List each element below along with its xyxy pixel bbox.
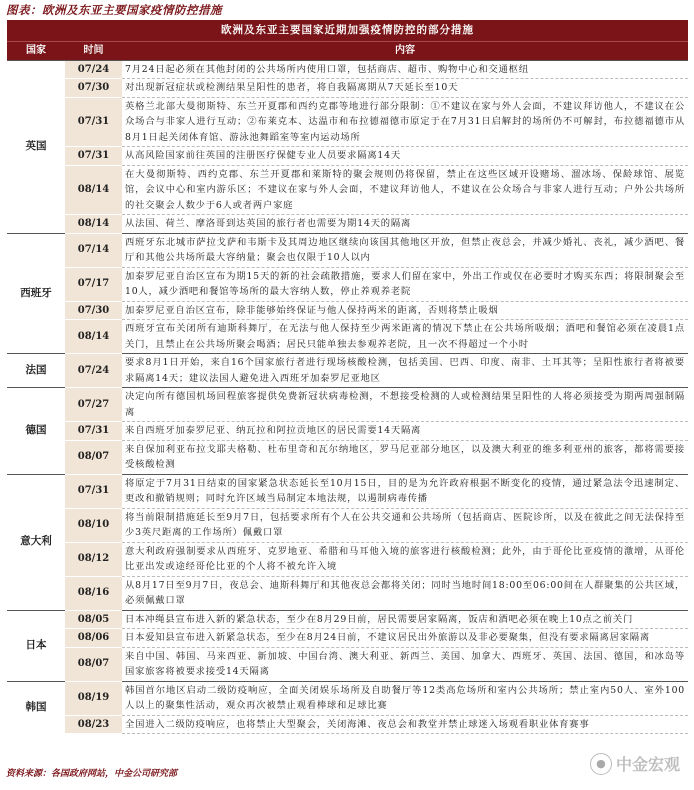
country-cell: 意大利 xyxy=(7,474,65,610)
wechat-icon: ● xyxy=(590,753,612,775)
table-row xyxy=(7,474,688,508)
watermark-text: 中金宏观 xyxy=(615,755,680,774)
content-cell: 要求8月1日开始，来自16个国家旅行者进行现场核酸检测，包括美国、巴西、印度、南非、土耳其等；呈阳性旅行者将被要求隔离14天；建议法国人避免进入西班牙加泰罗尼亚地区 xyxy=(122,354,688,388)
date-cell: 08/07 xyxy=(65,647,122,681)
table-row xyxy=(7,215,688,234)
content-cell: 意大利政府强制要求从西班牙、克罗地亚、希腊和马耳他入境的旅客进行核酸检测；此外，由于哥伦比亚疫情的激增，从哥伦比亚出发或途经哥伦比亚的个人将不被允许入境 xyxy=(122,542,688,576)
country-cell: 西班牙 xyxy=(7,233,65,354)
table-row xyxy=(7,79,688,98)
content-cell: 来自保加利亚布拉戈耶夫格勒、杜布里奇和瓦尔纳地区，罗马尼亚部分地区，以及澳大利亚的维多利亚州的旅客，都将需要接受核酸检测 xyxy=(122,440,688,474)
table-row xyxy=(7,320,688,354)
content-cell: 对出现新冠症状或检测结果呈阳性的患者，将自我隔离期从7天延长至10天 xyxy=(122,79,688,98)
table-row xyxy=(7,681,688,715)
table-row xyxy=(7,542,688,576)
date-cell: 08/12 xyxy=(65,542,122,576)
table-row xyxy=(7,147,688,166)
date-cell: 08/10 xyxy=(65,508,122,542)
date-cell: 08/14 xyxy=(65,215,122,234)
table-row xyxy=(7,715,688,734)
table-row xyxy=(7,422,688,441)
table-row xyxy=(7,610,688,629)
date-cell: 08/05 xyxy=(65,610,122,629)
content-cell: 全国进入二级防疫响应，也将禁止大型聚会，关闭海滩、夜总会和教堂并禁止球迷入场观看职业体育赛事 xyxy=(122,715,688,734)
table-wrap xyxy=(7,20,688,734)
date-cell: 07/27 xyxy=(65,388,122,422)
content-cell: 西班牙宣布关闭所有迪斯科舞厅，在无法与他人保持至少两米距离的情况下禁止在公共场所吸烟；酒吧和餐馆必须在凌晨1点关门，且禁止在公共场所聚会喝酒；居民只能单独去参观养老院，且一次不得超过一个小时 xyxy=(122,320,688,354)
table-row xyxy=(7,576,688,610)
content-cell: 来自中国、韩国、马来西亚、新加坡、中国台湾、澳大利亚、新西兰、美国、加拿大、西班牙、英国、法国、德国，和冰岛等国家旅客将被要求接受14天隔离 xyxy=(122,647,688,681)
header-time: 时间 xyxy=(65,42,122,61)
table-row xyxy=(7,440,688,474)
table-row xyxy=(7,267,688,301)
date-cell: 08/14 xyxy=(65,320,122,354)
date-cell: 07/24 xyxy=(65,60,122,79)
content-cell: 加泰罗尼亚自治区宣布，除非能够始终保证与他人保持两米的距离，否则将禁止吸烟 xyxy=(122,301,688,320)
content-cell: 日本爱知县宣布进入新紧急状态，至少在8月24日前，不建议居民出外旅游以及非必要聚集，但没有要求隔离居家隔离 xyxy=(122,629,688,648)
table-row xyxy=(7,233,688,267)
country-cell: 法国 xyxy=(7,354,65,388)
date-cell: 08/14 xyxy=(65,165,122,215)
table-row xyxy=(7,165,688,215)
date-cell: 07/24 xyxy=(65,354,122,388)
content-cell: 从法国、荷兰、摩洛哥到达英国的旅行者也需要为期14天的隔离 xyxy=(122,215,688,234)
content-cell: 从8月17日至9月7日，夜总会、迪斯科舞厅和其他夜总会都将关闭；同时当地时间18:00至06:00间在人群聚集的公共区域，必须佩戴口罩 xyxy=(122,576,688,610)
content-cell: 将当前限制措施延长至9月7日，包括要求所有个人在公共交通和公共场所（包括商店、医院诊所，以及在彼此之间无法保持至少3英尺距离的工作场所）佩戴口罩 xyxy=(122,508,688,542)
country-cell: 日本 xyxy=(7,610,65,681)
table-row xyxy=(7,60,688,79)
table-row xyxy=(7,388,688,422)
watermark-logo xyxy=(590,752,680,775)
date-cell: 08/23 xyxy=(65,715,122,734)
table-row xyxy=(7,97,688,147)
content-cell: 西班牙东北城市萨拉戈萨和韦斯卡及其周边地区继续向该国其他地区开放，但禁止夜总会，并减少婚礼、丧礼，减少酒吧、餐厅和其他公共场所最大容纳量；聚会也仅限于10人以内 xyxy=(122,233,688,267)
date-cell: 07/30 xyxy=(65,79,122,98)
date-cell: 07/31 xyxy=(65,474,122,508)
content-cell: 加泰罗尼亚自治区宣布为期15天的新的社会疏散措施，要求人们留在家中，外出工作或仅在必要时才购买东西；将限制聚会至10人，减少酒吧和餐馆等场所的最大容纳人数，停止养观养老院 xyxy=(122,267,688,301)
header-country: 国家 xyxy=(7,42,65,61)
content-cell: 决定向所有德国机场回程旅客提供免费新冠状病毒检测，不想接受检测的人或检测结果呈阳性的人将必须接受为期两周强制隔离 xyxy=(122,388,688,422)
content-cell: 来自西班牙加泰罗尼亚、纳瓦拉和阿拉贡地区的居民需要14天隔离 xyxy=(122,422,688,441)
content-cell: 将原定于7月31日结束的国家紧急状态延长至10月15日，目的是为允许政府根据不断变化的疫情，通过紧急法令迅速制定、更改和撤销规则；同时允许区域当局制定本地法规，以遏制病毒传播 xyxy=(122,474,688,508)
measures-table xyxy=(7,20,688,734)
date-cell: 08/06 xyxy=(65,629,122,648)
date-cell: 07/31 xyxy=(65,422,122,441)
country-cell: 德国 xyxy=(7,388,65,475)
table-row xyxy=(7,354,688,388)
date-cell: 08/19 xyxy=(65,681,122,715)
content-cell: 7月24日起必须在其他封闭的公共场所内使用口罩，包括商店、超市、购物中心和交通枢纽 xyxy=(122,60,688,79)
content-cell: 从高风险国家前往英国的注册医疗保健专业人员要求隔离14天 xyxy=(122,147,688,166)
date-cell: 08/16 xyxy=(65,576,122,610)
source-footer: 资料来源：各国政府网站，中金公司研究部 xyxy=(6,769,178,779)
date-cell: 07/30 xyxy=(65,301,122,320)
table-row xyxy=(7,647,688,681)
table-title: 欧洲及东亚主要国家近期加强疫情防控的部分措施 xyxy=(7,20,688,42)
content-cell: 日本冲绳县宣布进入新的紧急状态，至少在8月29日前，居民需要居家隔离，饭店和酒吧必须在晚上10点之前关门 xyxy=(122,610,688,629)
content-cell: 英格兰北部大曼彻斯特、东兰开夏郡和西约克郡等地进行部分限制：①不建议在家与外人会面，不建议拜访他人，不建议在公众场合与非家人进行互动；②布莱克本、达温市和布拉德福德市原定于在7月31日启解封的场所仍不可解封，布拉德福德市从8月1日起关闭体育馆、游泳池舞蹈室等室内运动场所 xyxy=(122,97,688,147)
table-row xyxy=(7,301,688,320)
date-cell: 07/31 xyxy=(65,147,122,166)
caption: 图表：欧洲及东亚主要国家疫情防控措施 xyxy=(6,3,222,17)
content-cell: 韩国首尔地区启动二级防疫响应，全面关闭娱乐场所及自助餐厅等12类高危场所和室内公共场所；禁止室内50人、室外100人以上的聚集性活动，观众再次被禁止观看棒球和足球比赛 xyxy=(122,681,688,715)
table-row xyxy=(7,629,688,648)
content-cell: 在大曼彻斯特、西约克郡、东兰开夏郡和莱斯特的聚会规则仍将保留，禁止在这些区域开设赌场、溜冰场、保龄球馆、展览馆，会议中心和室内游乐区；不建议在家与外人会面，不建议拜访他人，不建议在公众场合与非家人进行互动；户外公共场所的社交聚会人数少于6人或者两户家庭 xyxy=(122,165,688,215)
table-row xyxy=(7,508,688,542)
date-cell: 07/31 xyxy=(65,97,122,147)
country-cell: 英国 xyxy=(7,60,65,233)
table-body xyxy=(7,60,688,734)
date-cell: 07/14 xyxy=(65,233,122,267)
country-cell: 韩国 xyxy=(7,681,65,734)
header-content: 内容 xyxy=(122,42,688,61)
date-cell: 07/17 xyxy=(65,267,122,301)
date-cell: 08/07 xyxy=(65,440,122,474)
